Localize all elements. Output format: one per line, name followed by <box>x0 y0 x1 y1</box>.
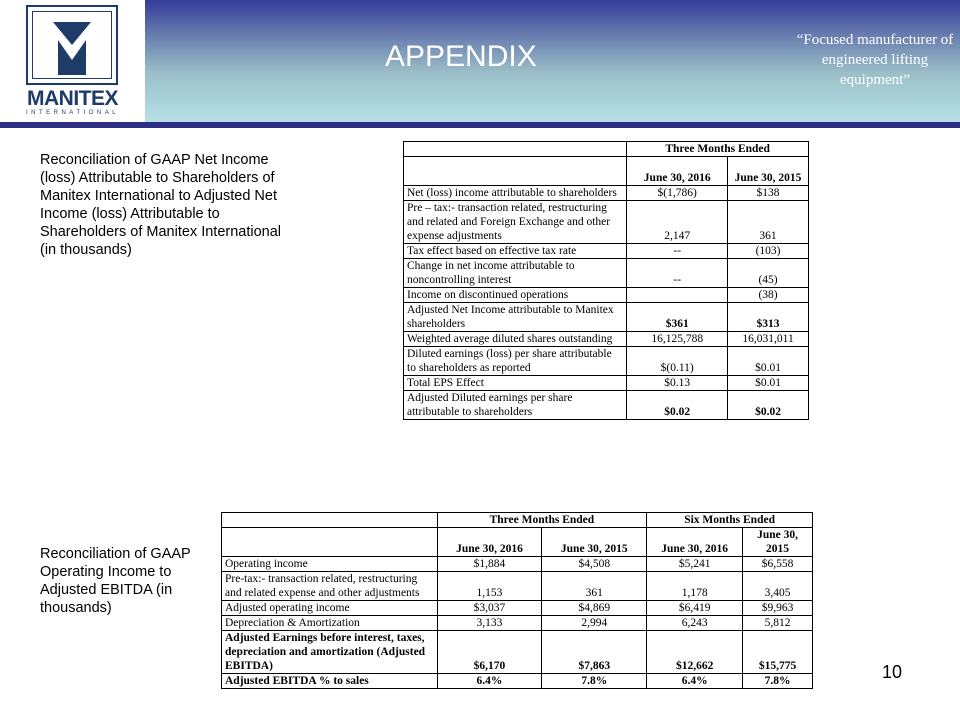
cell-value: (103) <box>728 244 809 259</box>
row-label: Adjusted operating income <box>222 601 438 616</box>
column-header: June 30, 2015 <box>743 528 813 557</box>
cell-value: $15,775 <box>743 631 813 674</box>
table-row <box>404 376 809 391</box>
cell-value: $138 <box>728 186 809 201</box>
row-label: Total EPS Effect <box>404 376 627 391</box>
ebitda-reconciliation-table <box>221 512 813 689</box>
row-label: Weighted average diluted shares outstanding <box>404 332 627 347</box>
group-header: Six Months Ended <box>647 513 813 528</box>
cell-value: $7,863 <box>542 631 647 674</box>
cell-value: 6,243 <box>647 616 743 631</box>
cell-value: $361 <box>627 303 728 332</box>
cell-value: -- <box>627 259 728 288</box>
table-row <box>404 332 809 347</box>
cell-value: $0.01 <box>728 347 809 376</box>
cell-value: 1,178 <box>647 572 743 601</box>
cell-value: $6,419 <box>647 601 743 616</box>
table-row <box>404 259 809 288</box>
cell-value: $313 <box>728 303 809 332</box>
cell-value: $(0.11) <box>627 347 728 376</box>
table-row <box>222 601 813 616</box>
cell-value: 3,405 <box>743 572 813 601</box>
cell-value: $12,662 <box>647 631 743 674</box>
column-header: June 30, 2015 <box>728 157 809 186</box>
row-label: Tax effect based on effective tax rate <box>404 244 627 259</box>
row-label: Net (loss) income attributable to shareholders <box>404 186 627 201</box>
table-row <box>222 631 813 674</box>
cell-value: $1,884 <box>437 557 542 572</box>
cell-value: $4,869 <box>542 601 647 616</box>
row-label: Change in net income attributable to noncontrolling interest <box>404 259 627 288</box>
cell-value: $6,558 <box>743 557 813 572</box>
cell-value: 7.8% <box>542 674 647 689</box>
cell-value: $6,170 <box>437 631 542 674</box>
table-row <box>404 303 809 332</box>
cell-value: 361 <box>728 201 809 244</box>
logo-wordmark: MANITEX <box>27 87 118 110</box>
column-header: June 30, 2016 <box>647 528 743 557</box>
group-header: Three Months Ended <box>627 142 809 157</box>
row-label: Depreciation & Amortization <box>222 616 438 631</box>
table-row <box>404 347 809 376</box>
row-label: Diluted earnings (loss) per share attributable to shareholders as reported <box>404 347 627 376</box>
table-row <box>404 391 809 420</box>
page-title: APPENDIX <box>385 40 537 73</box>
row-label: Pre – tax:- transaction related, restructuring and related and Foreign Exchange and other expense adjustments <box>404 201 627 244</box>
row-label: Pre-tax:- transaction related, restructuring and related expense and other adjustments <box>222 572 438 601</box>
cell-value: 1,153 <box>437 572 542 601</box>
header-divider <box>0 122 960 128</box>
cell-value: $0.13 <box>627 376 728 391</box>
page-number: 10 <box>882 662 903 682</box>
cell-value: 6.4% <box>437 674 542 689</box>
cell-value: 2,994 <box>542 616 647 631</box>
table-row <box>404 186 809 201</box>
cell-value: 16,125,788 <box>627 332 728 347</box>
cell-value: 6.4% <box>647 674 743 689</box>
cell-value: (38) <box>728 288 809 303</box>
column-header: June 30, 2016 <box>627 157 728 186</box>
row-label: Adjusted EBITDA % to sales <box>222 674 438 689</box>
column-header: June 30, 2015 <box>542 528 647 557</box>
row-label: Adjusted Earnings before interest, taxes, depreciation and amortization (Adjusted EBITDA) <box>222 631 438 674</box>
section2-description: Reconciliation of GAAP Operating Income to Adjusted EBITDA (in thousands) <box>40 546 191 616</box>
table-row <box>404 244 809 259</box>
cell-value: $0.01 <box>728 376 809 391</box>
table-row <box>404 288 809 303</box>
cell-value: 3,133 <box>437 616 542 631</box>
company-logo <box>0 0 145 122</box>
cell-value: $0.02 <box>627 391 728 420</box>
cell-value: $3,037 <box>437 601 542 616</box>
cell-value <box>627 288 728 303</box>
logo-m-icon <box>28 7 116 83</box>
group-header: Three Months Ended <box>437 513 647 528</box>
row-label: Operating income <box>222 557 438 572</box>
cell-value: 7.8% <box>743 674 813 689</box>
cell-value: 2,147 <box>627 201 728 244</box>
table-row <box>222 616 813 631</box>
cell-value: -- <box>627 244 728 259</box>
table-row <box>222 557 813 572</box>
cell-value: $4,508 <box>542 557 647 572</box>
table-row <box>404 201 809 244</box>
logo-mark <box>26 5 118 85</box>
logo-subtitle: INTERNATIONAL <box>25 110 120 116</box>
table-row <box>222 572 813 601</box>
cell-value: 5,812 <box>743 616 813 631</box>
tagline: “Focused manufacturer of engineered lifting equipment” <box>796 32 954 88</box>
cell-value: $9,963 <box>743 601 813 616</box>
section1-description: Reconciliation of GAAP Net Income (loss) Attributable to Shareholders of Manitex International to Adjusted Net Income (loss) Attributable to Shareholders of Manitex International (in thousands) <box>40 152 282 258</box>
net-income-reconciliation-table <box>403 141 809 420</box>
table-row <box>222 674 813 689</box>
cell-value: $0.02 <box>728 391 809 420</box>
cell-value: 16,031,011 <box>728 332 809 347</box>
row-label: Adjusted Diluted earnings per share attributable to shareholders <box>404 391 627 420</box>
row-label: Income on discontinued operations <box>404 288 627 303</box>
cell-value: (45) <box>728 259 809 288</box>
column-header: June 30, 2016 <box>437 528 542 557</box>
cell-value: 361 <box>542 572 647 601</box>
cell-value: $(1,786) <box>627 186 728 201</box>
row-label: Adjusted Net Income attributable to Manitex shareholders <box>404 303 627 332</box>
cell-value: $5,241 <box>647 557 743 572</box>
